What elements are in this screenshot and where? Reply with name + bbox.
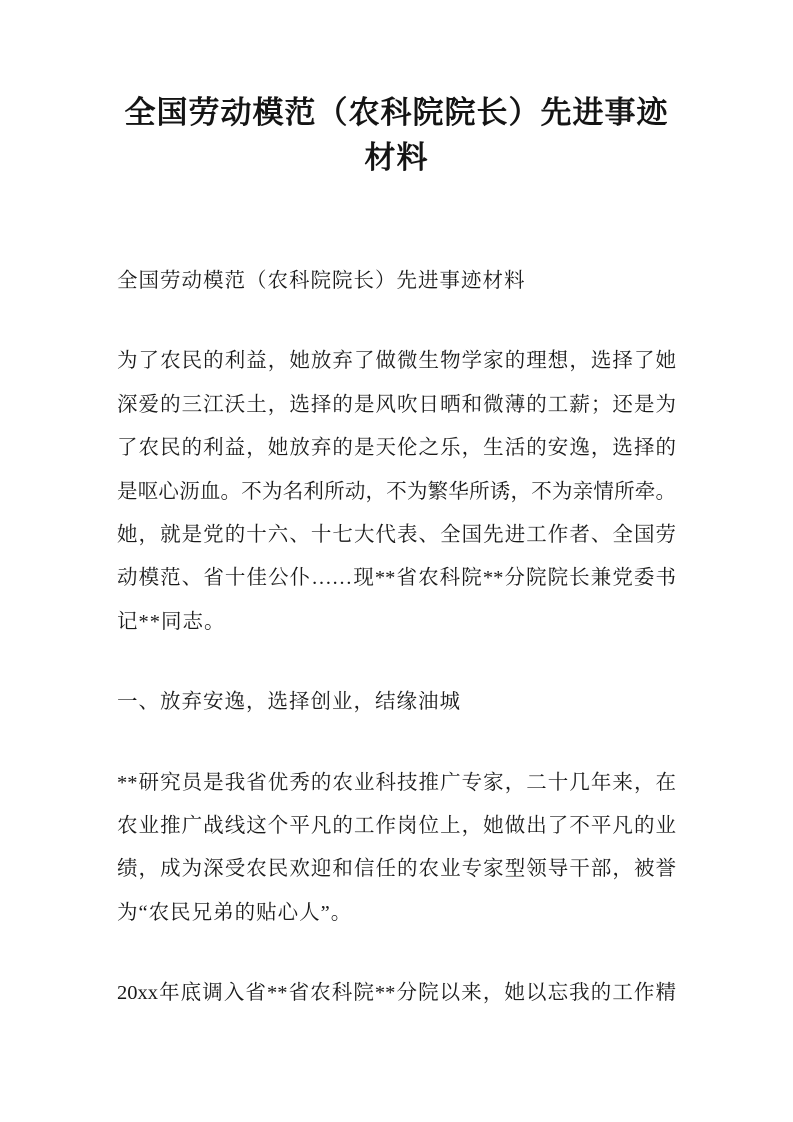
paragraph-1-line: 记**同志。 [117, 610, 226, 633]
paragraph-2 [117, 762, 676, 936]
document-title [117, 90, 676, 180]
paragraph-1-line: 为了农民的利益，她放弃了做微生物学家的理想，选择了她 [117, 350, 676, 373]
section-heading-1 [117, 681, 676, 724]
paragraph-1-line: 她，就是党的十六、十七大代表、全国先进工作者、全国劳 [117, 524, 676, 547]
paragraph-1-line: 动模范、省十佳公仆……现**省农科院**分院院长兼党委书 [117, 567, 676, 590]
document-body [117, 260, 676, 1016]
paragraph-3-line: 20xx年底调入省**省农科院**分院以来，她以忘我的工作精 [117, 982, 676, 1005]
paragraph-3 [117, 972, 676, 1015]
paragraph-2-line: **研究员是我省优秀的农业科技推广专家，二十几年来，在 [117, 771, 676, 794]
paragraph-2-line: 农业推广战线这个平凡的工作岗位上，她做出了不平凡的业 [117, 815, 676, 838]
subtitle-line: 全国劳动模范（农科院院长）先进事迹材料 [117, 270, 526, 292]
document-title-line-2: 材料 [364, 140, 429, 175]
paragraph-2-line: 为“农民兄弟的贴心人”。 [117, 901, 353, 924]
subtitle [117, 260, 676, 303]
paragraph-1-line: 是呕心沥血。不为名利所动，不为繁华所诱，不为亲情所牵。 [117, 480, 676, 503]
paragraph-1 [117, 340, 676, 644]
paragraph-1-line: 深爱的三江沃土，选择的是风吹日晒和微薄的工薪；还是为 [117, 393, 676, 416]
paragraph-2-line: 绩，成为深受农民欢迎和信任的农业专家型领导干部，被誉 [117, 858, 676, 881]
section-heading-1-line: 一、放弃安逸，选择创业，结缘油城 [117, 691, 461, 714]
document-title-line-1: 全国劳动模范（农科院院长）先进事迹 [124, 95, 669, 130]
paragraph-1-line: 了农民的利益，她放弃的是天伦之乐，生活的安逸，选择的 [117, 437, 676, 460]
